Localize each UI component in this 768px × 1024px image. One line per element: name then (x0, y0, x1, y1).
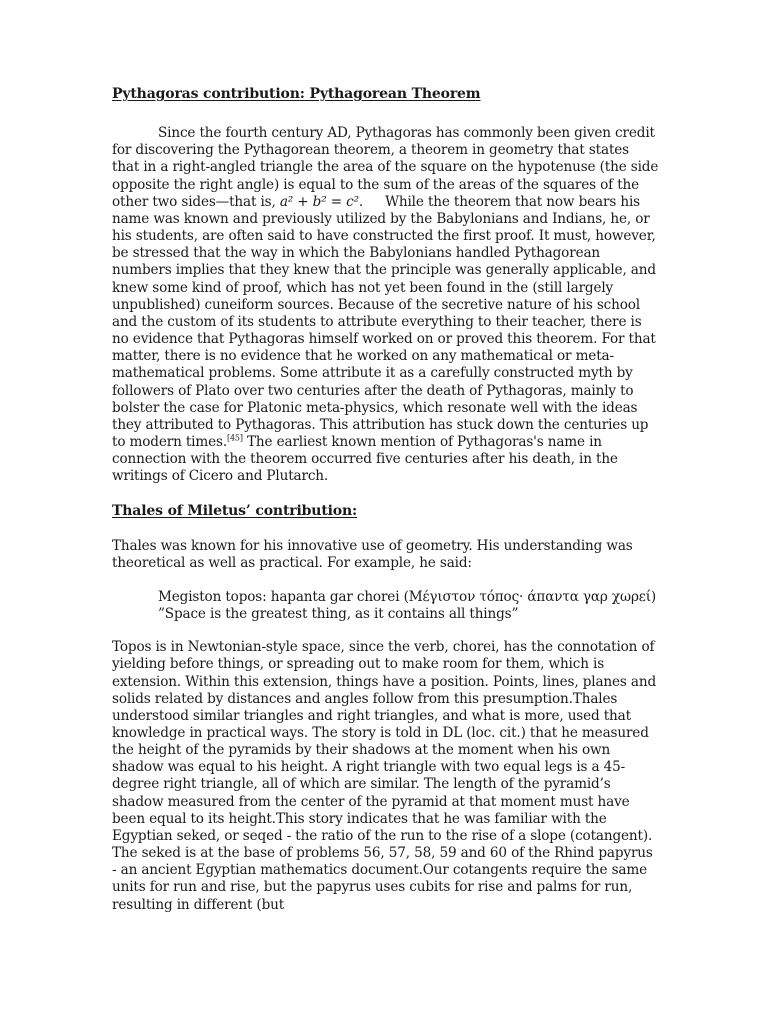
pythagoras-paragraph (112, 125, 660, 485)
section-heading-thales: Thales of Miletus’ contribution: (112, 503, 358, 520)
pythagoras-text-intro: Since the fourth century AD, Pythagoras has commonly been given credit for discovering the Pythagorean theorem, a theorem in geometry that states that in a right-angled triangle the area of the square on the hypotenuse (the side opposite the right angle) is equal to the sum of the areas of the squares of the other two sides—that is, (112, 125, 659, 210)
thales-intro-paragraph: Thales was known for his innovative use of geometry. His understanding was theoretical as well as practical. For example, he said: (112, 537, 633, 571)
section-heading-pythagoras: Pythagoras contribution: Pythagorean Theorem (112, 86, 481, 102)
pythagoras-text-end: The earliest known mention of Pythagoras's name in connection with the theorem occurred five centuries after his death, in the writings of Cicero and Plutarch. (112, 433, 618, 485)
thales-quote (158, 589, 660, 623)
citation-marker[interactable]: [45] (227, 433, 243, 443)
pythagoras-text-body: While the theorem that now bears his name was known and previously utilized by the Babylonians and Indians, he, or his students, are often said to have constructed the first proof. It must, however, be stressed that the way in which the Babylonians handled Pythagorean numbers implies that they knew that the principle was generally applicable, and knew some kind of proof, which has not yet been found in the (still largely unpublished) cuneiform sources. Because of the secretive nature of his school and the custom of its students to attribute everything to their teacher, there is no evidence that Pythagoras himself worked on or proved this theorem. For that matter, there is no evidence that he worked on any mathematical or meta-mathematical problems. Some attribute it as a carefully constructed myth by followers of Plato over two centuries after the death of Pythagoras, mainly to bolster the case for Platonic meta-physics, which resonate well with the ideas they attributed to Pythagoras. This attribution has stuck down the centuries up to modern times. (112, 193, 656, 450)
pythagorean-formula: a² + b² = c². (279, 193, 364, 210)
quote-translation-line: ”Space is the greatest thing, as it contains all things” (158, 606, 519, 623)
thales-body-paragraph: Topos is in Newtonian-style space, since the verb, chorei, has the connotation of yielding before things, or spreading out to make room for them, which is extension. Within this extension, things have a position. Points, lines, planes and solids related by distances and angles follow from this presumption.Thales understood similar triangles and right triangles, and what is more, used that knowledge in practical ways. The story is told in DL (loc. cit.) that he measured the height of the pyramids by their shadows at the moment when his own shadow was equal to his height. A right triangle with two equal legs is a 45-degree right triangle, all of which are similar. The length of the pyramid’s shadow measured from the center of the pyramid at that moment must have been equal to its height.This story indicates that he was familiar with the Egyptian seked, or seqed - the ratio of the run to the rise of a slope (cotangent). The seked is at the base of problems 56, 57, 58, 59 and 60 of the Rhind papyrus - an ancient Egyptian mathematics document.Our cotangents require the same units for run and rise, but the papyrus uses cubits for rise and palms for run, resulting in different (but (112, 639, 657, 913)
document-page (112, 86, 660, 914)
quote-greek-line: Megiston topos: hapanta gar chorei (Μέγιστον τόπος· άπαντα γαρ χωρεί) (158, 588, 657, 605)
